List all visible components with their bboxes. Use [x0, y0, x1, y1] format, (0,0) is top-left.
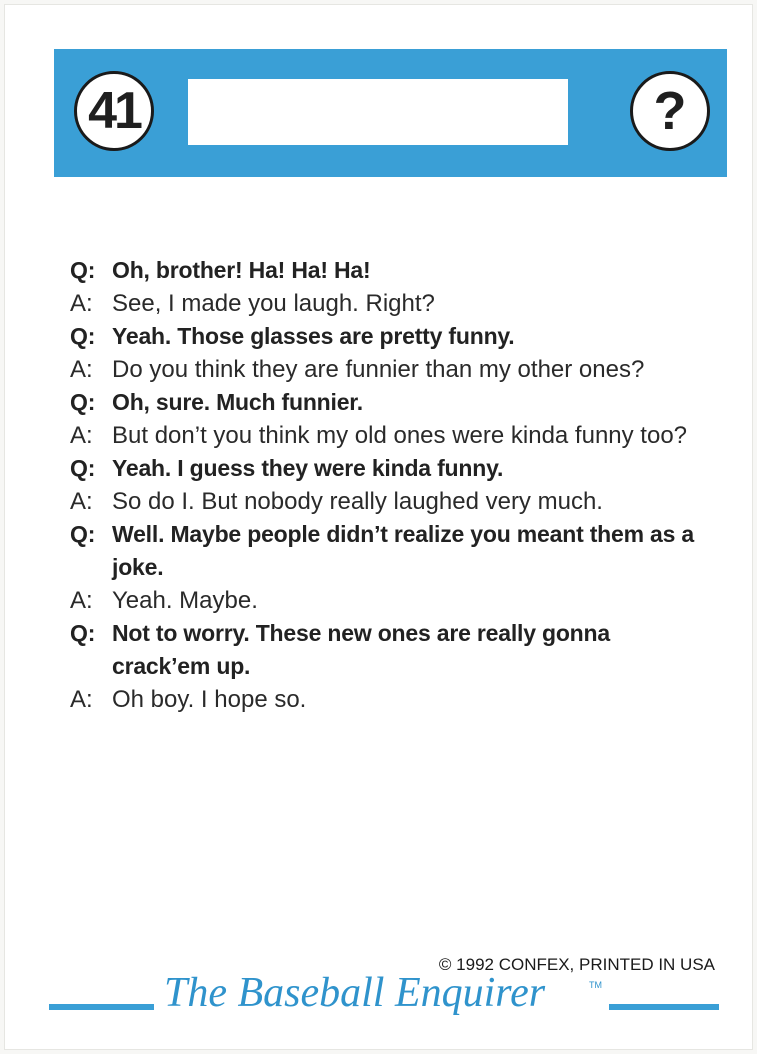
qa-label: Q:	[70, 455, 96, 481]
question-mark-badge: ?	[630, 71, 710, 151]
qa-text: Oh, sure. Much funnier.	[112, 389, 363, 415]
question-line	[70, 518, 710, 584]
qa-text: But don’t you think my old ones were kinda funny too?	[112, 422, 688, 449]
copyright-notice: © 1992 CONFEX, PRINTED IN USA	[438, 955, 715, 974]
qa-label: Q:	[70, 389, 96, 415]
qa-label: Q:	[70, 257, 96, 283]
answer-line	[70, 683, 710, 716]
answer-line	[70, 584, 710, 617]
qa-text: Do you think they are funnier than my other ones?	[112, 356, 645, 383]
question-line	[70, 386, 710, 419]
qa-label: A:	[70, 686, 93, 713]
answer-line	[70, 287, 710, 320]
trading-card-back	[4, 4, 753, 1050]
qa-label: A:	[70, 356, 93, 383]
question-line	[70, 320, 710, 353]
qa-label: Q:	[70, 620, 96, 646]
qa-text: Not to worry. These new ones are really gonna crack’em up.	[112, 620, 610, 679]
qa-label: A:	[70, 587, 93, 614]
answer-line	[70, 485, 710, 518]
qa-text: See, I made you laugh. Right?	[112, 290, 435, 317]
qa-text: Oh boy. I hope so.	[112, 686, 307, 713]
qa-label: A:	[70, 290, 93, 317]
footer-rule-right	[609, 1004, 719, 1010]
qa-dialogue	[70, 254, 710, 716]
qa-label: A:	[70, 488, 93, 515]
footer-rule-left	[49, 1004, 154, 1010]
question-line	[70, 254, 710, 287]
qa-label: Q:	[70, 521, 96, 547]
qa-text: Well. Maybe people didn’t realize you meant them as a joke.	[112, 521, 695, 580]
brand-logo-text: The Baseball Enquirer	[164, 970, 546, 1016]
qa-text: Yeah. I guess they were kinda funny.	[112, 455, 504, 481]
qa-label: A:	[70, 422, 93, 449]
qa-text: So do I. But nobody really laughed very much.	[112, 488, 603, 515]
header-band	[54, 49, 727, 177]
answer-line	[70, 353, 710, 386]
question-line	[70, 452, 710, 485]
question-line	[70, 617, 710, 683]
answer-line	[70, 419, 710, 452]
qa-text: Oh, brother! Ha! Ha! Ha!	[112, 257, 371, 283]
player-name-box	[188, 79, 568, 145]
qa-text: Yeah. Maybe.	[112, 587, 258, 614]
qa-label: Q:	[70, 323, 96, 349]
trademark-mark: TM	[589, 980, 602, 990]
card-number-badge: 41	[74, 71, 154, 151]
qa-text: Yeah. Those glasses are pretty funny.	[112, 323, 515, 349]
